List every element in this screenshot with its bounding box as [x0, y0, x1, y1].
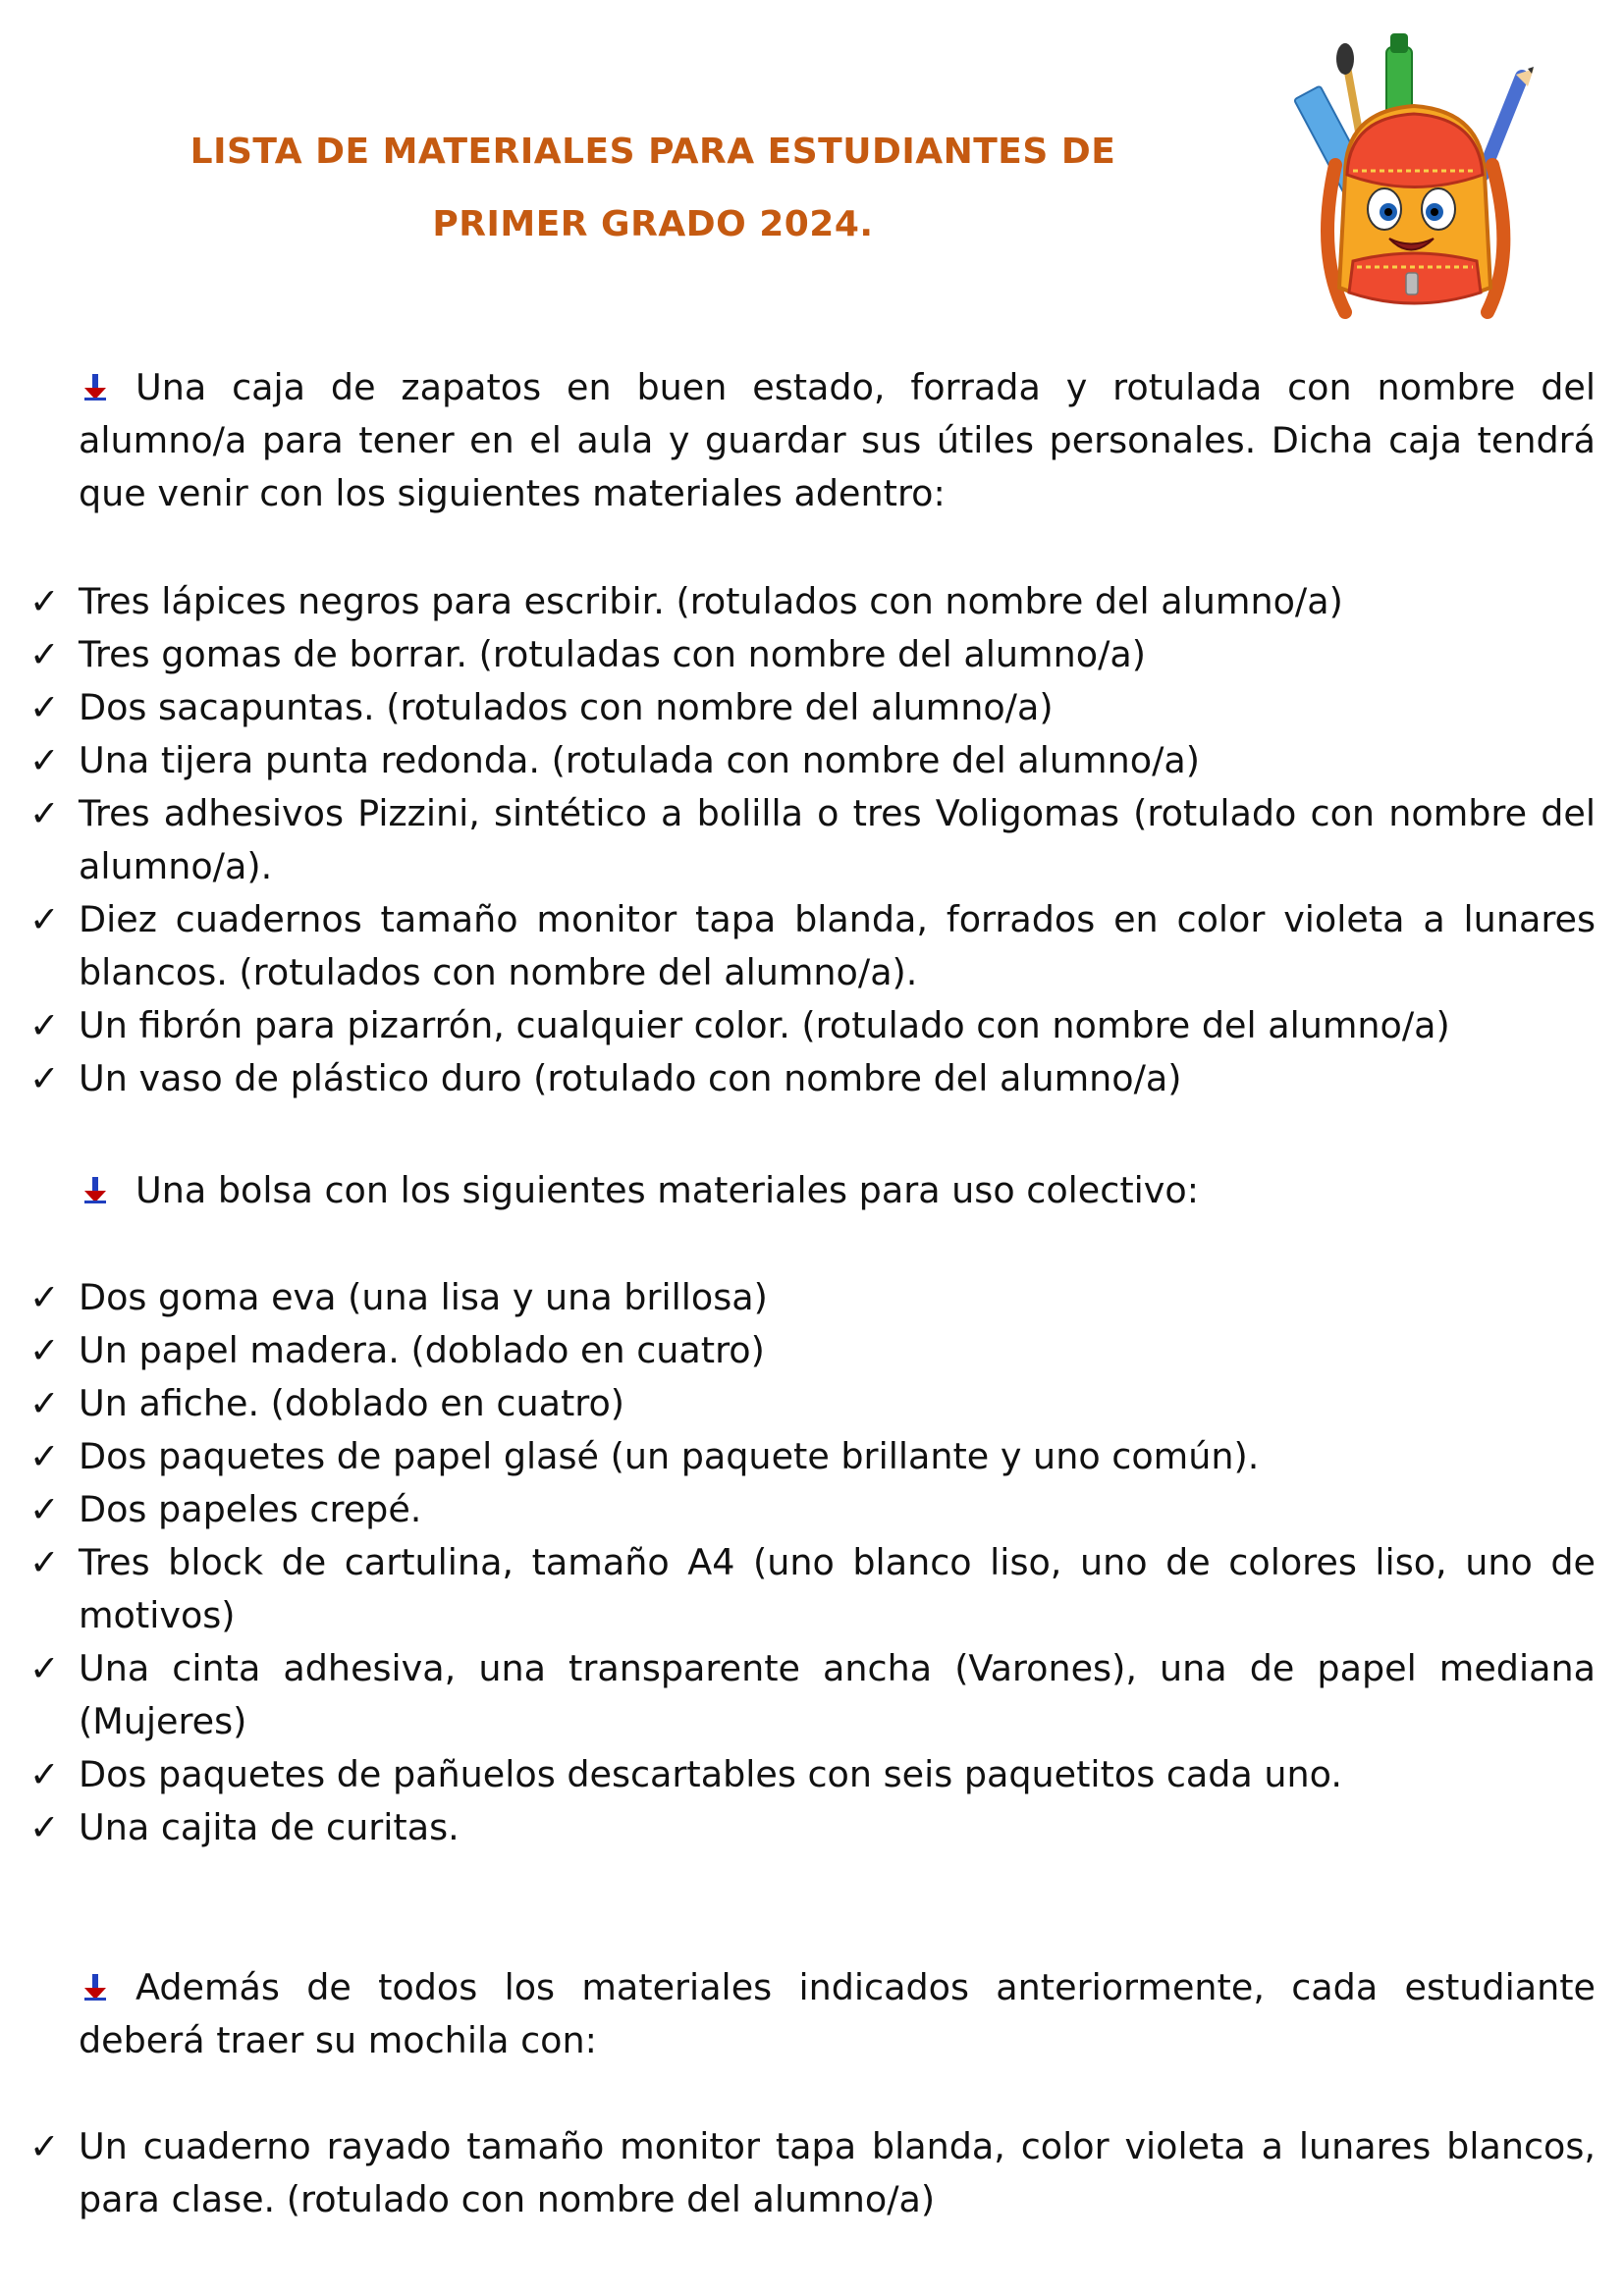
section-intro — [79, 1164, 1596, 1217]
arrow-down-icon — [79, 368, 114, 403]
list-item: ✓ Dos papeles crepé. — [29, 1483, 1596, 1536]
list-item: ✓ Un vaso de plástico duro (rotulado con nombre del alumno/a) — [29, 1052, 1596, 1105]
document-title — [118, 116, 1188, 261]
item-list — [29, 2120, 1596, 2226]
checkmark-icon: ✓ — [29, 2125, 60, 2167]
list-item: ✓ Un papel madera. (doblado en cuatro) — [29, 1324, 1596, 1377]
checkmark-icon: ✓ — [29, 1541, 60, 1583]
list-item: ✓ Tres block de cartulina, tamaño A4 (uno blanco liso, uno de colores liso, uno de motivos) — [29, 1536, 1596, 1642]
checkmark-icon: ✓ — [29, 1004, 60, 1046]
section-intro — [79, 1961, 1596, 2067]
title-line-2: PRIMER GRADO 2024. — [432, 204, 874, 244]
section-intro-text: Además de todos los materiales indicados anteriormente, cada estudiante deberá traer su mochila con: — [79, 1966, 1596, 2061]
arrow-down-icon — [79, 1171, 114, 1206]
checkmark-icon: ✓ — [29, 1647, 60, 1689]
list-item: ✓ Tres adhesivos Pizzini, sintético a bolilla o tres Voligomas (rotulado con nombre del alumno/a). — [29, 787, 1596, 893]
section-intro-text: Una caja de zapatos en buen estado, forrada y rotulada con nombre del alumno/a para tener en el aula y guardar sus útiles personales. Dicha caja tendrá que venir con los siguientes materiales adentro: — [79, 366, 1596, 514]
checkmark-icon: ✓ — [29, 1753, 60, 1795]
checkmark-icon: ✓ — [29, 1329, 60, 1371]
checkmark-icon: ✓ — [29, 1435, 60, 1477]
list-item: ✓ Una tijera punta redonda. (rotulada con nombre del alumno/a) — [29, 734, 1596, 787]
arrow-down-icon — [79, 1968, 114, 2003]
backpack-mascot-icon — [1276, 27, 1542, 332]
list-item: ✓ Un cuaderno rayado tamaño monitor tapa blanda, color violeta a lunares blancos, para clase. (rotulado con nombre del alumno/a) — [29, 2120, 1596, 2226]
checkmark-icon: ✓ — [29, 633, 60, 675]
list-item: ✓ Dos goma eva (una lisa y una brillosa) — [29, 1271, 1596, 1324]
list-item: ✓ Una cinta adhesiva, una transparente ancha (Varones), una de papel mediana (Mujeres) — [29, 1642, 1596, 1748]
checkmark-icon: ✓ — [29, 686, 60, 728]
checkmark-icon: ✓ — [29, 792, 60, 834]
list-item: ✓ Dos paquetes de papel glasé (un paquete brillante y uno común). — [29, 1430, 1596, 1483]
list-item: ✓ Dos sacapuntas. (rotulados con nombre del alumno/a) — [29, 681, 1596, 734]
list-item: ✓ Diez cuadernos tamaño monitor tapa blanda, forrados en color violeta a lunares blancos. (rotulados con nombre del alumno/a). — [29, 893, 1596, 999]
checkmark-icon: ✓ — [29, 1057, 60, 1099]
checkmark-icon: ✓ — [29, 1806, 60, 1848]
list-item: ✓ Tres gomas de borrar. (rotuladas con nombre del alumno/a) — [29, 628, 1596, 681]
list-item: ✓ Un fibrón para pizarrón, cualquier color. (rotulado con nombre del alumno/a) — [29, 999, 1596, 1052]
list-item: ✓ Tres lápices negros para escribir. (rotulados con nombre del alumno/a) — [29, 575, 1596, 628]
checkmark-icon: ✓ — [29, 898, 60, 940]
item-list — [29, 575, 1596, 1105]
checkmark-icon: ✓ — [29, 580, 60, 622]
checkmark-icon: ✓ — [29, 739, 60, 781]
list-item: ✓ Dos paquetes de pañuelos descartables con seis paquetitos cada uno. — [29, 1748, 1596, 1801]
checkmark-icon: ✓ — [29, 1276, 60, 1318]
list-item: ✓ Un afiche. (doblado en cuatro) — [29, 1377, 1596, 1430]
item-list — [29, 1271, 1596, 1854]
list-item: ✓ Una cajita de curitas. — [29, 1801, 1596, 1854]
checkmark-icon: ✓ — [29, 1488, 60, 1530]
title-line-1: LISTA DE MATERIALES PARA ESTUDIANTES DE — [189, 132, 1116, 172]
checkmark-icon: ✓ — [29, 1382, 60, 1424]
section-intro — [79, 361, 1596, 520]
section-intro-text: Una bolsa con los siguientes materiales para uso colectivo: — [135, 1169, 1200, 1211]
